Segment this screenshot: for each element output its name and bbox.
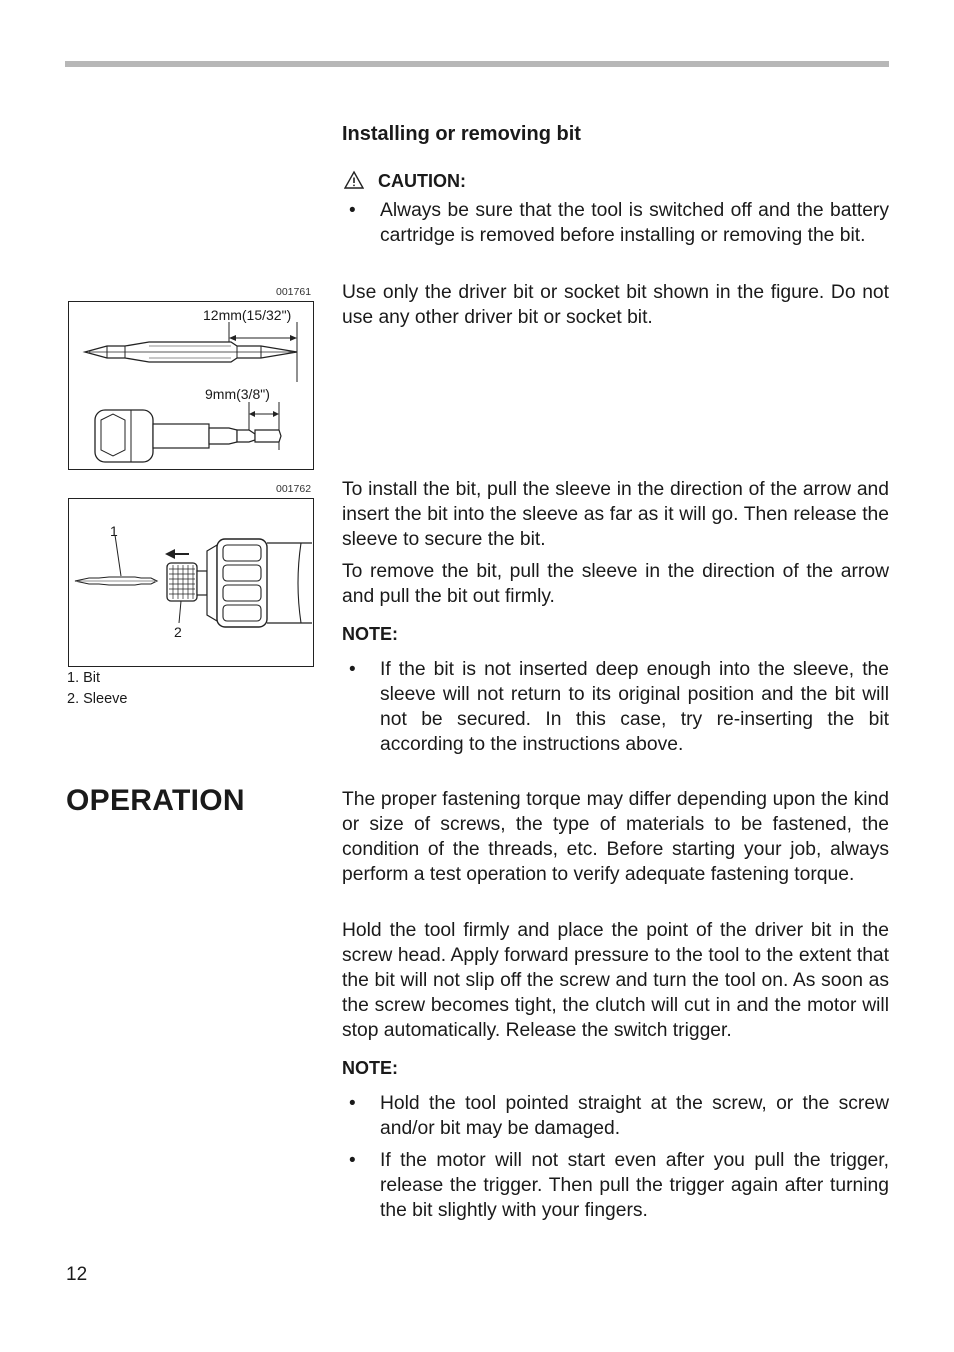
caution-label: CAUTION: <box>378 171 466 191</box>
warning-triangle-icon <box>344 170 364 190</box>
figure-sleeve <box>68 498 314 667</box>
dimension-label-top: 12mm(15/32") <box>203 307 292 323</box>
note-label: NOTE: <box>342 1058 398 1078</box>
dimension-label-bottom: 9mm(3/8") <box>205 386 270 402</box>
note-bullet-text: If the bit is not inserted deep enough into the sleeve, the sleeve will not return to its original position and the bit will not be secured. In this case, try re-inserting the bit according to the instructions above. <box>380 659 889 755</box>
legend-item-sleeve: 2. Sleeve <box>67 691 128 707</box>
note-bullet-text: If the motor will not start even after you pull the trigger, release the trigger. Then pull the trigger again after turning the bit slightly with your fingers. <box>380 1150 889 1221</box>
callout-1: 1 <box>110 523 118 539</box>
paragraph-hold-tool: Hold the tool firmly and place the point of the driver bit in the screw head. Apply forward pressure to the tool to the extent that the bit will not slip off the screw and turn the tool on. As soon as the screw becomes tight, the clutch will cut in and the motor will stop automatically. Release the switch trigger. <box>342 920 889 1041</box>
bullet-icon: • <box>349 659 356 680</box>
bit-illustration <box>69 302 312 468</box>
callout-2: 2 <box>174 624 182 640</box>
paragraph-torque: The proper fastening torque may differ depending upon the kind or size of screws, the type of materials to be fastened, the condition of the threads, etc. Before starting your job, always perform a test operation to verify adequate fastening torque. <box>342 789 889 885</box>
page-number: 12 <box>66 1264 88 1285</box>
figure-code: 001761 <box>276 286 312 298</box>
figure-legend <box>67 668 127 710</box>
header-rule <box>65 61 889 67</box>
paragraph-install: To install the bit, pull the sleeve in the direction of the arrow and insert the bit into the sleeve as far as it will go. Then release the sleeve to secure the bit. <box>342 479 889 550</box>
section-title-operation: OPERATION <box>66 784 245 817</box>
note-bullet <box>342 1148 889 1223</box>
note-bullet <box>342 657 889 757</box>
caution-bullet-text: Always be sure that the tool is switched off and the battery cartridge is removed before installing or removing the bit. <box>380 200 889 246</box>
note-bullet-text: Hold the tool pointed straight at the screw, or the screw and/or bit may be damaged. <box>380 1093 889 1139</box>
bullet-icon: • <box>349 200 356 221</box>
caution-bullet <box>342 198 889 248</box>
paragraph-remove: To remove the bit, pull the sleeve in the direction of the arrow and pull the bit out firmly. <box>342 561 889 607</box>
note-bullet <box>342 1091 889 1141</box>
note-label: NOTE: <box>342 624 398 644</box>
legend-item-bit: 1. Bit <box>67 670 101 686</box>
bullet-icon: • <box>349 1093 356 1114</box>
sleeve-illustration <box>69 499 312 665</box>
figure-code: 001762 <box>276 483 312 495</box>
figure-bits <box>68 301 314 470</box>
section-heading-installing: Installing or removing bit <box>342 123 581 145</box>
paragraph-use-only: Use only the driver bit or socket bit shown in the figure. Do not use any other driver bit or socket bit. <box>342 282 889 328</box>
bullet-icon: • <box>349 1150 356 1171</box>
